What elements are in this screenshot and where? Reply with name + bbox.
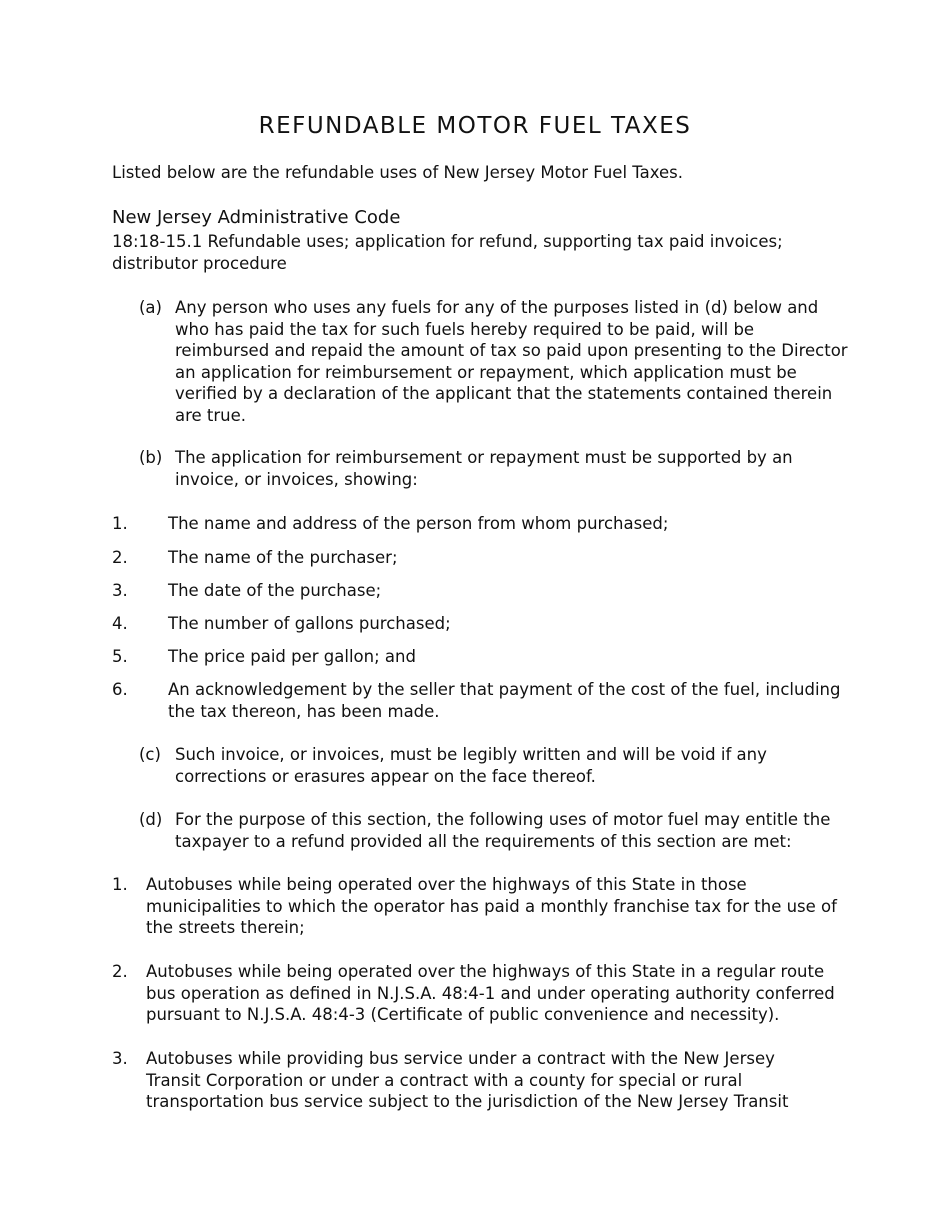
- section-heading: [112, 231, 783, 274]
- paragraph-line: are true.: [175, 405, 247, 425]
- paragraph-line: Any person who uses any fuels for any of the purposes listed in (d) below and: [175, 298, 819, 317]
- list-item-line: The name of the purchaser;: [168, 548, 398, 567]
- list-number: 5.: [112, 647, 128, 666]
- list-item-line: Autobuses while being operated over the highways of this State in a regular route: [146, 962, 825, 981]
- list-number: 1.: [112, 875, 128, 894]
- list-number: 4.: [112, 614, 128, 633]
- section-heading-line: 18:18-15.1 Refundable uses; application for refund, supporting tax paid invoices;: [112, 232, 783, 251]
- paragraph-body: [175, 744, 767, 787]
- paragraph-line: an application for reimbursement or repayment, which application must be: [175, 362, 797, 382]
- list-number: 2.: [112, 548, 128, 567]
- list-number: 2.: [112, 962, 128, 981]
- list-item-line: Autobuses while being operated over the highways of this State in those: [146, 875, 747, 894]
- list-item-line: pursuant to N.J.S.A. 48:4-3 (Certificate of public convenience and necessity).: [146, 1005, 780, 1024]
- list-item-line: The date of the purchase;: [168, 581, 382, 600]
- list-item-line: transportation bus service subject to the jurisdiction of the New Jersey Transit: [146, 1092, 789, 1111]
- paragraph-body: [175, 297, 848, 426]
- list-item-line: An acknowledgement by the seller that payment of the cost of the fuel, including: [168, 680, 841, 699]
- list-item-line: municipalities to which the operator has paid a monthly franchise tax for the use of: [146, 896, 837, 916]
- list-number: 1.: [112, 514, 128, 533]
- document-title: REFUNDABLE MOTOR FUEL TAXES: [258, 113, 692, 139]
- list-item-line: the tax thereon, has been made.: [168, 701, 440, 721]
- list-item-line: The price paid per gallon; and: [168, 647, 416, 666]
- paragraph-line: invoice, or invoices, showing:: [175, 469, 418, 489]
- list-item-line: The name and address of the person from whom purchased;: [168, 514, 669, 533]
- list-item-line: The number of gallons purchased;: [168, 614, 451, 633]
- code-heading: New Jersey Administrative Code: [112, 207, 401, 228]
- list-number: 6.: [112, 680, 128, 699]
- paragraph-label: (d): [139, 810, 163, 829]
- section-heading-line: distributor procedure: [112, 253, 287, 273]
- paragraph-line: taxpayer to a refund provided all the requirements of this section are met:: [175, 831, 792, 851]
- paragraph-line: corrections or erasures appear on the face thereof.: [175, 766, 596, 786]
- paragraph-line: For the purpose of this section, the following uses of motor fuel may entitle the: [175, 810, 831, 829]
- paragraph-line: who has paid the tax for such fuels hereby required to be paid, will be: [175, 319, 755, 339]
- paragraph-body: [175, 447, 793, 490]
- list-item-line: Autobuses while providing bus service under a contract with the New Jersey: [146, 1049, 775, 1068]
- paragraph-line: The application for reimbursement or repayment must be supported by an: [175, 448, 793, 467]
- paragraph-label: (a): [139, 298, 162, 317]
- paragraph-body: [175, 809, 830, 852]
- list-item-line: Transit Corporation or under a contract with a county for special or rural: [146, 1070, 743, 1090]
- paragraph-line: Such invoice, or invoices, must be legibly written and will be void if any: [175, 745, 767, 764]
- paragraph-label: (b): [139, 448, 163, 467]
- intro-text: Listed below are the refundable uses of New Jersey Motor Fuel Taxes.: [112, 163, 683, 182]
- paragraph-label: (c): [139, 745, 161, 764]
- list-item-line: bus operation as defined in N.J.S.A. 48:4-1 and under operating authority conferred: [146, 983, 835, 1003]
- list-number: 3.: [112, 581, 128, 600]
- paragraph-line: reimbursed and repaid the amount of tax so paid upon presenting to the Director: [175, 341, 848, 360]
- list-item-line: the streets therein;: [146, 918, 305, 937]
- paragraph-line: verified by a declaration of the applicant that the statements contained therein: [175, 384, 833, 403]
- list-number: 3.: [112, 1049, 128, 1068]
